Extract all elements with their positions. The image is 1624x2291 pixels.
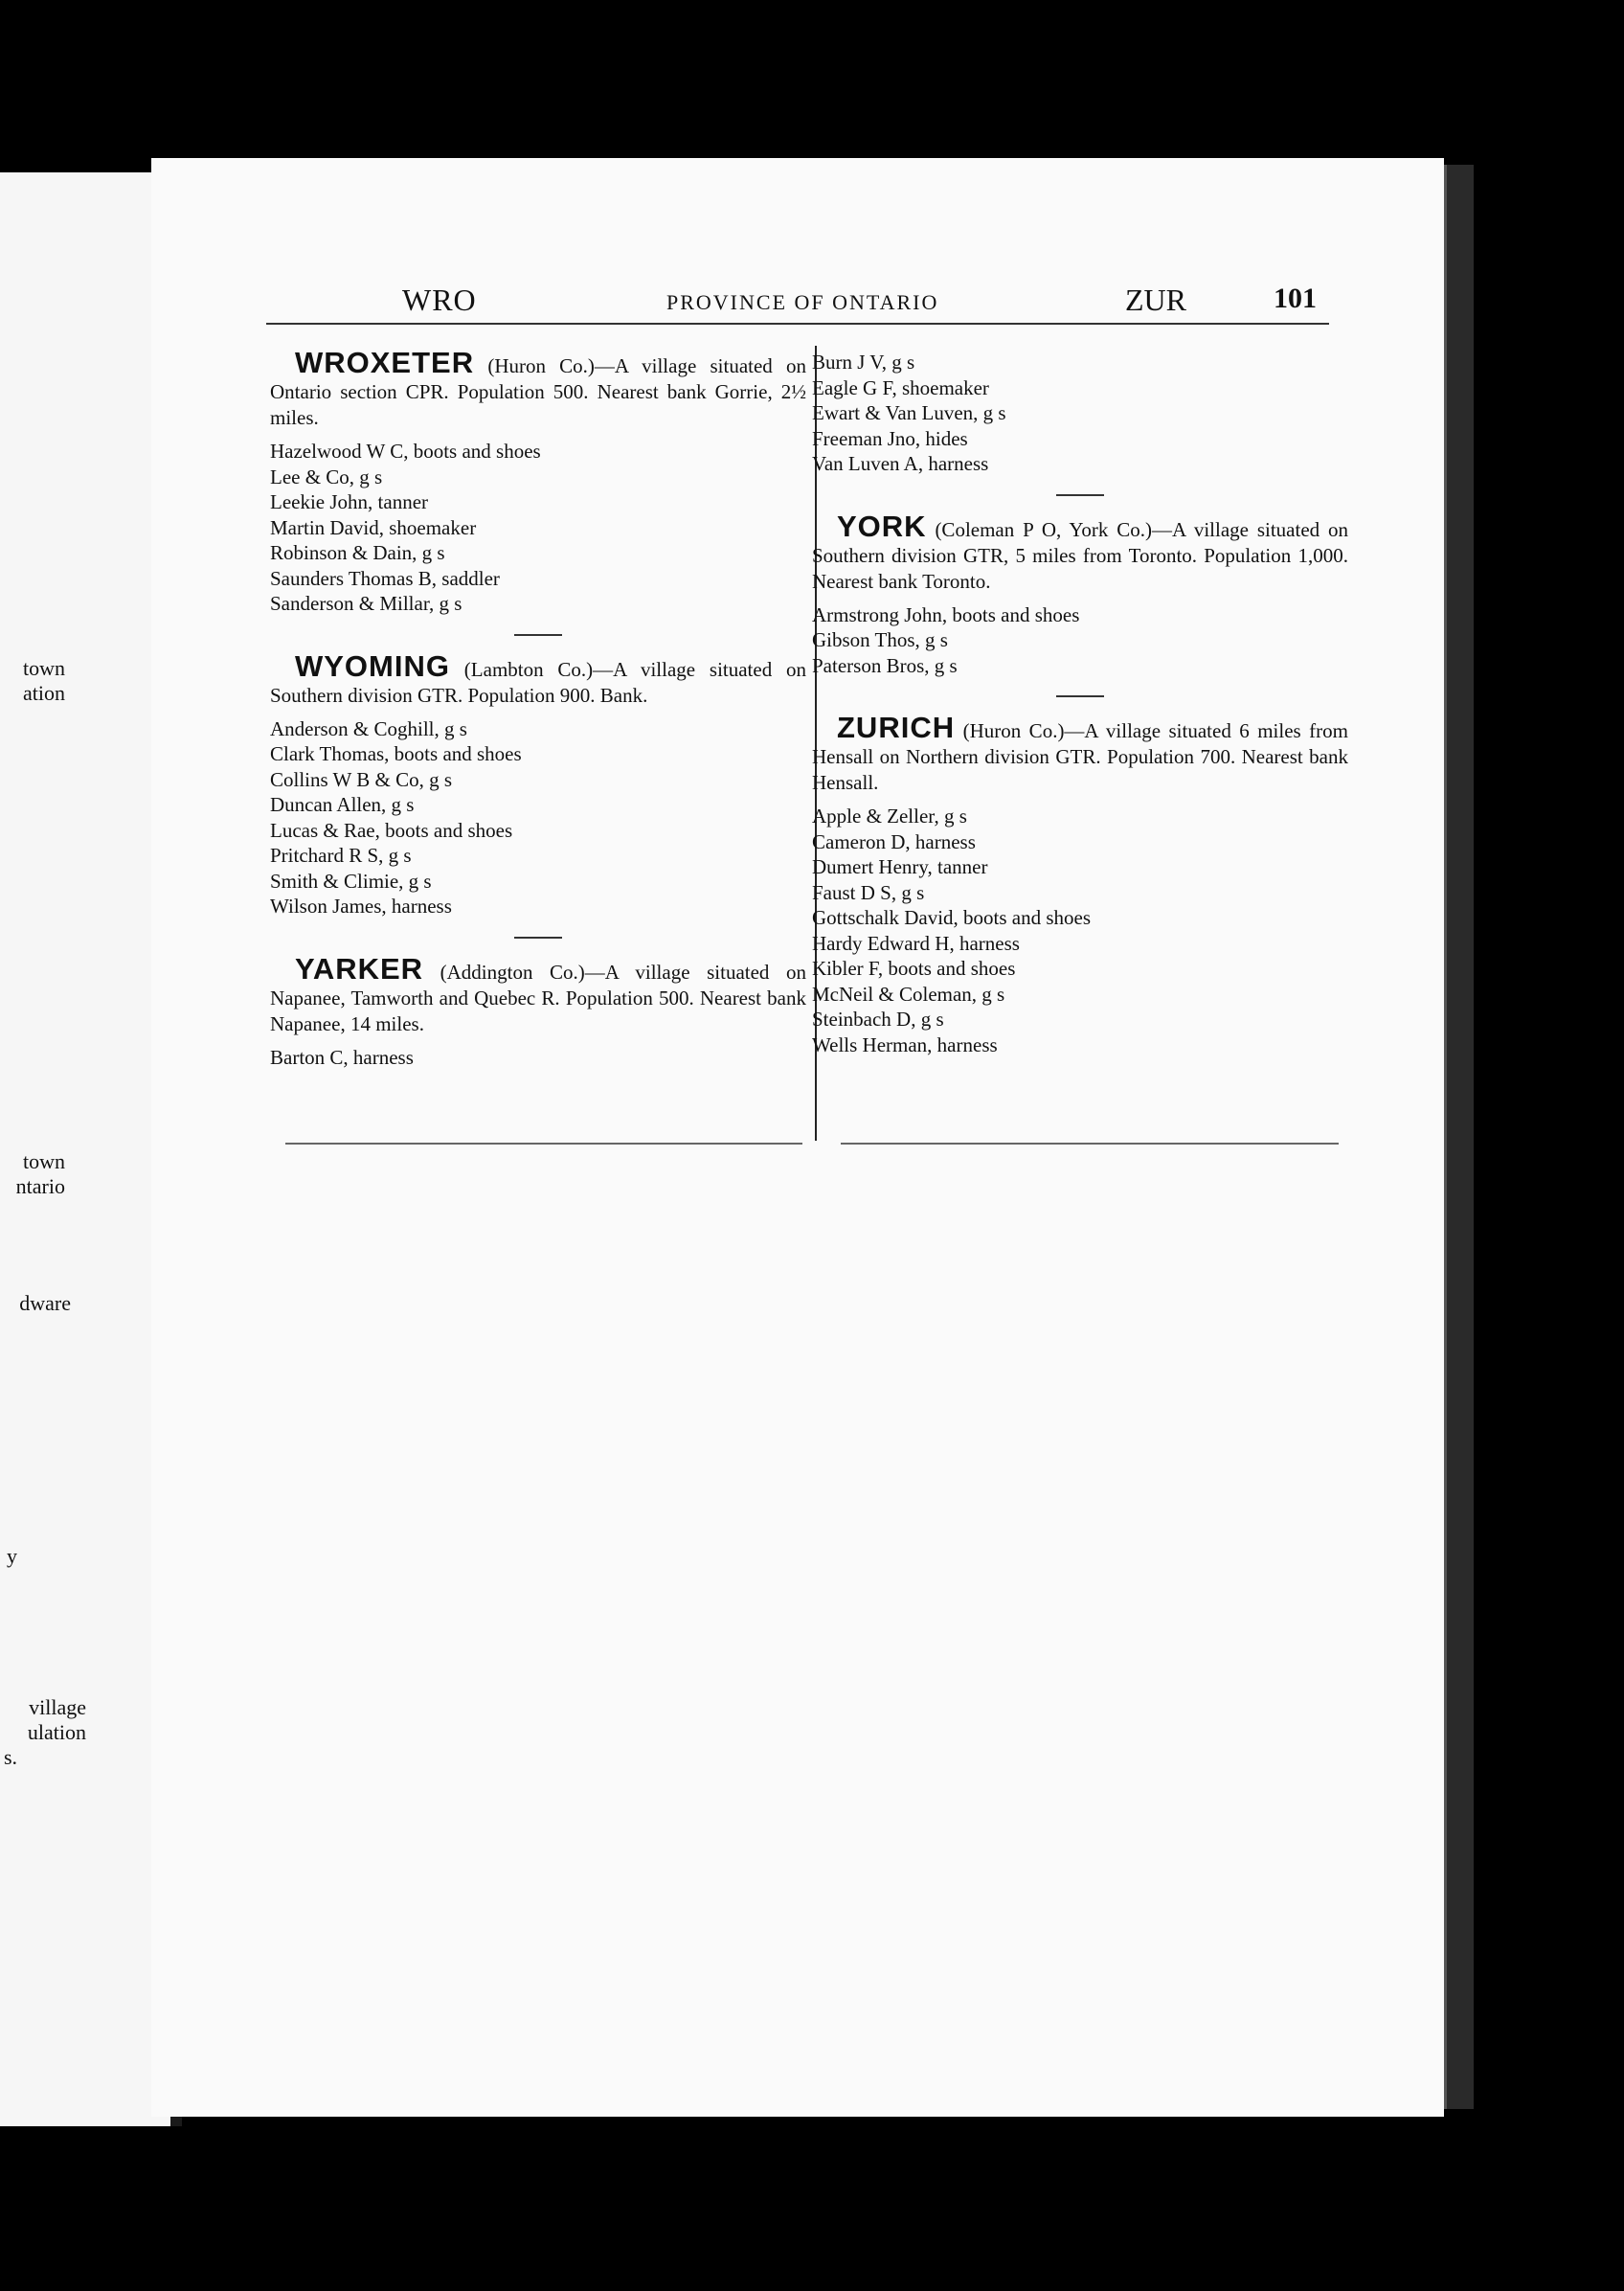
business-listing: Hardy Edward H, harness bbox=[812, 931, 1020, 955]
business-listing: Burn J V, g s bbox=[812, 351, 915, 374]
business-listing: Cameron D, harness bbox=[812, 829, 976, 853]
business-listing: McNeil & Coleman, g s bbox=[812, 982, 1005, 1006]
directory-page bbox=[151, 158, 1444, 2117]
business-listing: Paterson Bros, g s bbox=[812, 653, 958, 677]
business-list bbox=[270, 439, 806, 617]
business-listing: Dumert Henry, tanner bbox=[812, 855, 988, 878]
facing-fragment-1: town bbox=[23, 656, 65, 680]
business-listing: Steinbach D, g s bbox=[812, 1008, 944, 1031]
town-heading bbox=[812, 711, 1348, 796]
town-heading bbox=[270, 648, 807, 709]
business-listing: Lee & Co, g s bbox=[270, 465, 383, 488]
town-entry bbox=[812, 711, 1348, 1057]
town-entry bbox=[270, 346, 806, 617]
business-listing: Freeman Jno, hides bbox=[812, 426, 968, 450]
town-description: (Huron Co.)—A village situated on Ontario section CPR. Population 500. Nearest bank Gorrie, 2½ miles. bbox=[270, 354, 806, 429]
business-listing: Duncan Allen, g s bbox=[270, 793, 415, 816]
business-listing: Martin David, shoemaker bbox=[270, 515, 477, 539]
business-listing: Ewart & Van Luven, g s bbox=[812, 401, 1006, 424]
business-listing: Armstrong John, boots and shoes bbox=[812, 602, 1080, 626]
town-description: (Addington Co.)—A village situated on Napanee, Tamworth and Quebec R. Population 500. Nearest bank Napanee, 14 miles. bbox=[270, 960, 806, 1035]
entry-separator bbox=[514, 937, 562, 939]
town-name: WYOMING bbox=[295, 648, 450, 683]
bottom-rule-left bbox=[285, 1143, 802, 1145]
town-heading bbox=[270, 951, 806, 1037]
town-entry bbox=[812, 509, 1349, 679]
page-number: 101 bbox=[1274, 283, 1317, 314]
business-list bbox=[270, 1045, 806, 1071]
business-listing: Faust D S, g s bbox=[812, 880, 925, 904]
facing-fragment-6: y bbox=[7, 1544, 17, 1568]
entry-separator bbox=[514, 634, 562, 636]
business-listing: Pritchard R S, g s bbox=[270, 844, 412, 867]
business-list bbox=[812, 350, 1348, 477]
town-name: YORK bbox=[837, 509, 927, 543]
running-header bbox=[151, 283, 1444, 340]
bottom-rule-right bbox=[841, 1143, 1339, 1145]
facing-fragment-4: ntario bbox=[15, 1174, 65, 1198]
business-listing: Clark Thomas, boots and shoes bbox=[270, 742, 522, 765]
town-name: YARKER bbox=[295, 951, 424, 986]
business-listing: Lucas & Rae, boots and shoes bbox=[270, 818, 513, 842]
facing-fragment-9: s. bbox=[3, 1745, 17, 1769]
business-listing: Leekie John, tanner bbox=[270, 490, 429, 513]
town-entry bbox=[270, 648, 807, 919]
page-edge bbox=[1444, 165, 1474, 2109]
business-list bbox=[812, 602, 1348, 679]
town-description: (Huron Co.)—A village situated 6 miles from Hensall on Northern division GTR. Population 700. Nearest bank Hensall. bbox=[812, 719, 1348, 794]
entry-separator bbox=[1056, 695, 1104, 697]
town-heading bbox=[812, 509, 1349, 595]
business-listing: Smith & Climie, g s bbox=[270, 869, 432, 893]
business-listing: Wilson James, harness bbox=[270, 895, 452, 918]
business-listing: Apple & Zeller, g s bbox=[812, 805, 967, 828]
business-listing: Eagle G F, shoemaker bbox=[812, 375, 989, 399]
business-listing: Anderson & Coghill, g s bbox=[270, 716, 467, 740]
left-column bbox=[270, 346, 807, 1087]
header-rule bbox=[266, 323, 1329, 325]
business-listing: Van Luven A, harness bbox=[812, 452, 989, 475]
header-title: PROVINCE OF ONTARIO bbox=[666, 290, 939, 314]
entry-separator bbox=[1056, 494, 1104, 496]
town-name: WROXETER bbox=[295, 346, 475, 379]
town-entry bbox=[270, 951, 806, 1071]
facing-fragment-5: dware bbox=[19, 1291, 71, 1315]
business-listing: Hazelwood W C, boots and shoes bbox=[270, 440, 541, 463]
town-description: (Lambton Co.)—A village situated on Southern division GTR. Population 900. Bank. bbox=[270, 657, 807, 707]
business-listing: Gibson Thos, g s bbox=[812, 628, 948, 651]
business-listing: Kibler F, boots and shoes bbox=[812, 957, 1016, 980]
header-start-abbrev: WRO bbox=[402, 283, 477, 317]
header-end-abbrev: ZUR bbox=[1125, 283, 1186, 317]
business-listing: Robinson & Dain, g s bbox=[270, 541, 445, 564]
facing-fragment-2: ation bbox=[23, 681, 65, 705]
business-listing: Wells Herman, harness bbox=[812, 1032, 998, 1056]
business-listing: Gottschalk David, boots and shoes bbox=[812, 906, 1092, 929]
business-list bbox=[270, 716, 806, 919]
town-name: ZURICH bbox=[837, 711, 956, 744]
business-listing: Sanderson & Millar, g s bbox=[270, 592, 462, 615]
town-heading bbox=[270, 346, 806, 431]
right-column bbox=[812, 350, 1348, 1075]
town-description: (Coleman P O, York Co.)—A village situated on Southern division GTR, 5 miles from Toronto. Population 1,000. Nearest bank Toronto. bbox=[812, 517, 1349, 593]
facing-fragment-7: village bbox=[29, 1695, 86, 1719]
business-listing: Barton C, harness bbox=[270, 1045, 414, 1069]
facing-fragment-8: ulation bbox=[27, 1720, 86, 1744]
business-listing: Saunders Thomas B, saddler bbox=[270, 566, 500, 590]
facing-page-fragment bbox=[0, 172, 170, 2126]
facing-fragment-3: town bbox=[23, 1149, 65, 1173]
town-entry bbox=[812, 350, 1348, 477]
business-listing: Collins W B & Co, g s bbox=[270, 767, 453, 791]
business-list bbox=[812, 804, 1348, 1057]
